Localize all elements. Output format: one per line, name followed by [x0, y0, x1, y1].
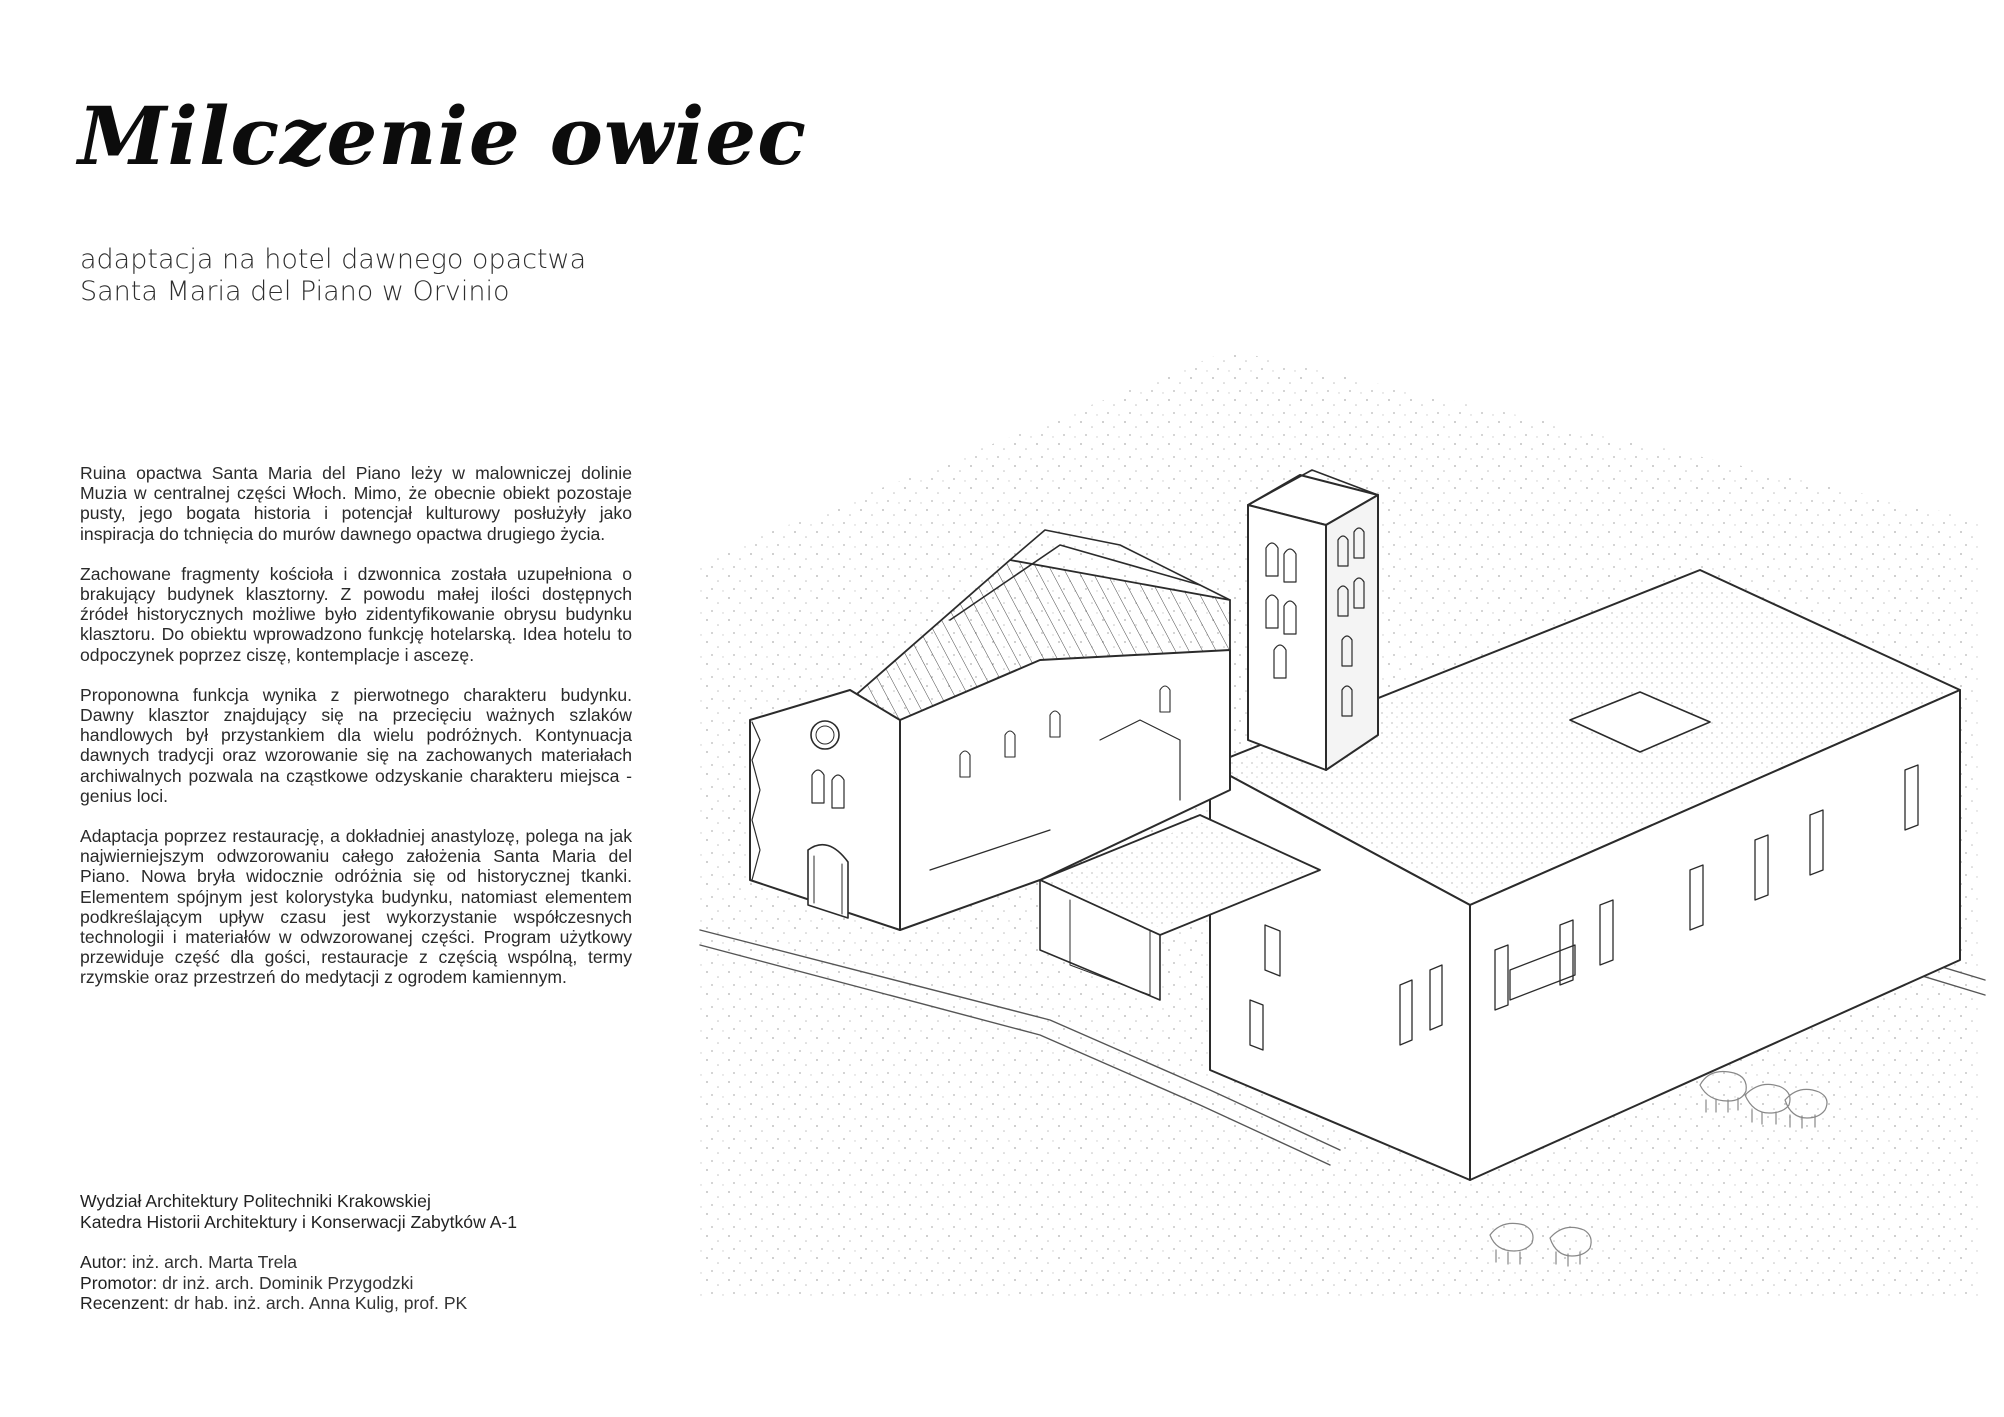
reviewer-name: dr hab. inż. arch. Anna Kulig, prof. PK — [173, 1293, 468, 1313]
description-paragraph: Adaptacja poprzez restaurację, a dokładniej anastylozę, polega na jak najwierniejszym odwzorowaniu całego założenia Santa Maria del Piano. Nowa bryła widocznie odróżnia się od historycznej tkanki. Elementem spójnym jest kolorystyka budynku, natomiast elementem podkreślającym upływ czasu jest wykorzystanie współczesnych technologii i materiałów w odwzorowanej części. Program użytkowy przewiduje część dla gości, restauracje z częścią wspólną, termy rzymskie oraz przestrzeń do medytacji z ogrodem kamiennym. — [80, 826, 632, 988]
promoter-name: dr inż. arch. Dominik Przygodzki — [162, 1272, 414, 1293]
description-paragraph: Proponowna funkcja wynika z pierwotnego charakteru budynku. Dawny klasztor znajdujący się na przecięciu ważnych szlaków handlowych był przystankiem dla wielu podróżnych. Kontynuacja dawnych tradycji oraz wzorowanie się na zachowanych materiałach archiwalnych pozwala na cząstkowe odzyskanie charakteru miejsca - genius loci. — [80, 684, 632, 806]
poster-subtitle — [80, 244, 680, 308]
subtitle-line-2: Santa Maria del Piano w Orvinio — [80, 276, 510, 307]
promoter-label: Promotor: — [80, 1272, 158, 1293]
credits-spacer — [80, 1232, 640, 1252]
reviewer-label: Recenzent: — [80, 1293, 169, 1313]
faculty-name: Wydział Architektury Politechniki Krakowskiej — [80, 1191, 431, 1211]
author-line — [80, 1252, 640, 1273]
project-description — [80, 463, 632, 1008]
poster-title: Milczenie owiec — [78, 89, 807, 183]
promoter-line — [80, 1273, 640, 1294]
abbey-axonometric-drawing — [690, 300, 1990, 1320]
author-name: inż. arch. Marta Trela — [131, 1252, 298, 1272]
department-name: Katedra Historii Architektury i Konserwacji Zabytków A-1 — [80, 1211, 518, 1232]
description-paragraph: Zachowane fragmenty kościoła i dzwonnica została uzupełniona o brakujący budynek klasztorny. Z powodu małej ilości dostępnych źródeł historycznych możliwe było zidentyfikowanie obrysu budynku klasztoru. Do obiektu wprowadzono funkcję hotelarską. Idea hotelu to odpoczynek poprzez ciszę, kontemplacje i ascezę. — [80, 563, 632, 665]
author-label: Autor: — [80, 1252, 127, 1272]
bell-tower — [1248, 470, 1378, 770]
credits-block — [80, 1191, 640, 1314]
description-paragraph: Ruina opactwa Santa Maria del Piano leży w malowniczej dolinie Muzia w centralnej części Włoch. Mimo, że obecnie obiekt pozostaje pusty, jego bogata historia i potencjał kulturowy posłużyły jako inspiracja do tchnięcia do murów dawnego opactwa drugiego życia. — [80, 463, 632, 544]
reviewer-line — [80, 1293, 640, 1314]
subtitle-line-1: adaptacja na hotel dawnego opactwa — [80, 244, 587, 275]
